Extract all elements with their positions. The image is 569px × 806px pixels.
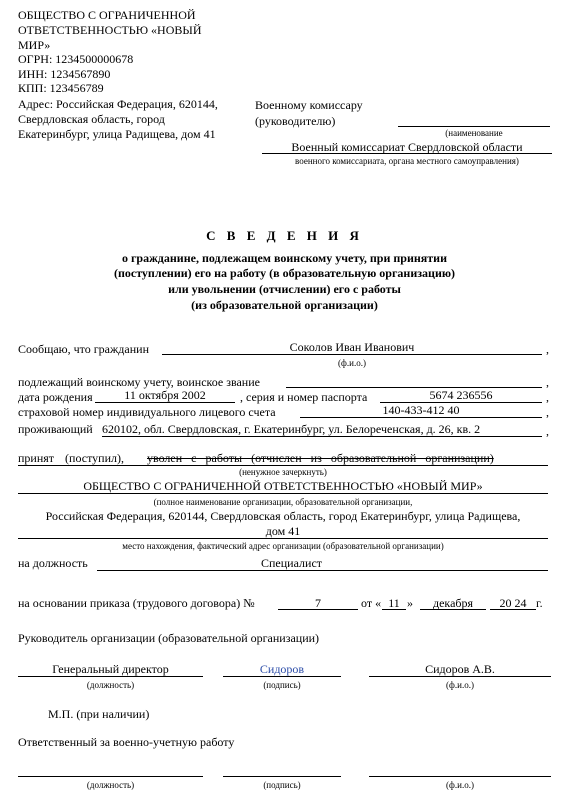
org-name-hint: (полное наименование организации, образовательной организации, — [153, 497, 413, 507]
head-label: Руководитель организации (образовательной организации) — [18, 631, 320, 645]
residence-line — [102, 436, 542, 437]
head-position: Генеральный директор — [52, 662, 169, 676]
citizen-name: Соколов Иван Иванович — [289, 340, 415, 354]
responsible-label: Ответственный за военно-учетную работу — [18, 735, 235, 749]
order-label: на основании приказа (трудового договора) № — [18, 596, 255, 610]
hired-line — [18, 465, 548, 466]
passport-comma: , — [546, 390, 549, 404]
head-signature-hint: (подпись) — [263, 680, 301, 690]
head-fio-hint: (ф.и.о.) — [446, 680, 474, 690]
order-year-suffix: г. — [536, 596, 543, 610]
report-label: Сообщаю, что гражданин — [18, 342, 149, 356]
recipient-line2: (руководителю) — [255, 114, 336, 128]
document-subtitle-line1: о гражданине, подлежащем воинскому учету, при принятии — [121, 251, 447, 265]
position-line — [97, 570, 548, 571]
snils-value: 140-433-412 40 — [382, 403, 460, 417]
order-year-line — [490, 609, 536, 610]
order-year: 20 24 — [499, 596, 527, 610]
org-full-name-line — [18, 493, 548, 494]
dob-line — [95, 402, 235, 403]
org-address-line — [18, 538, 548, 539]
org-address-line2: Свердловская область, город — [18, 112, 165, 126]
document-subtitle-line4: (из образовательной организации) — [191, 298, 378, 312]
responsible-position-hint: (должность) — [86, 780, 135, 790]
org-inn: ИНН: 1234567890 — [18, 67, 111, 81]
head-position-hint: (должность) — [86, 680, 135, 690]
org-address-line3: Екатеринбург, улица Радищева, дом 41 — [18, 127, 216, 141]
document-subtitle-line3: или увольнении (отчислении) его с работы — [168, 282, 401, 296]
org-address-hint: место нахождения, фактический адрес организации (образовательной организации) — [122, 541, 444, 551]
order-number-line — [278, 609, 358, 610]
rank-label: подлежащий воинскому учету, воинское звание — [18, 375, 260, 389]
citizen-name-comma: , — [546, 342, 549, 356]
rank-comma: , — [546, 375, 549, 389]
hired-text: принят (поступил), — [18, 451, 124, 465]
order-month-line — [420, 609, 486, 610]
snils-label: страховой номер индивидуального лицевого счета — [18, 405, 276, 419]
org-ogrn: ОГРН: 1234500000678 — [18, 52, 134, 66]
citizen-fio-hint: (ф.и.о.) — [338, 358, 366, 368]
stamp-label: М.П. (при наличии) — [48, 707, 150, 721]
passport-label: , серия и номер паспорта — [240, 390, 368, 404]
org-address-value-line2: дом 41 — [265, 524, 301, 538]
order-month: декабря — [432, 596, 474, 610]
responsible-fio-line — [369, 776, 551, 777]
recipient-hint-name: (наименование — [445, 128, 503, 138]
snils-line — [300, 417, 542, 418]
org-name-line3: МИР» — [18, 38, 51, 52]
org-address-line1: Адрес: Российская Федерация, 620144, — [18, 97, 218, 111]
order-number: 7 — [315, 596, 321, 610]
position-value: Специалист — [261, 556, 323, 570]
document-subtitle-line2: (поступлении) его на работу (в образовательную организацию) — [113, 266, 456, 280]
residence-comma: , — [546, 424, 549, 438]
dob-value: 11 октября 2002 — [124, 388, 206, 402]
order-day-line — [382, 609, 406, 610]
passport-value: 5674 236556 — [429, 388, 493, 402]
recipient-line1: Военному комиссару — [255, 98, 363, 112]
order-day: 11 — [388, 596, 400, 610]
org-full-name: ОБЩЕСТВО С ОГРАНИЧЕННОЙ ОТВЕТСТВЕННОСТЬЮ «НОВЫЙ МИР» — [83, 479, 483, 493]
head-position-line — [18, 676, 203, 677]
position-label: на должность — [18, 556, 88, 570]
snils-comma: , — [546, 405, 549, 419]
responsible-signature-line — [223, 776, 341, 777]
head-signature-line — [223, 676, 341, 677]
recipient-hint-type: военного комиссариата, органа местного самоуправления) — [295, 156, 519, 166]
responsible-signature-hint: (подпись) — [263, 780, 301, 790]
strike-hint: (ненужное зачеркнуть) — [239, 467, 327, 477]
org-name-line1: ОБЩЕСТВО С ОГРАНИЧЕННОЙ — [18, 8, 196, 22]
head-signature: Сидоров — [259, 662, 305, 676]
dob-label: дата рождения — [18, 390, 93, 404]
document-title: С В Е Д Е Н И Я — [206, 228, 363, 243]
recipient-value: Военный комиссариат Свердловской области — [291, 140, 523, 154]
responsible-fio-hint: (ф.и.о.) — [446, 780, 474, 790]
org-address-value-line1: Российская Федерация, 620144, Свердловская область, город Екатеринбург, улица Радищева, — [45, 509, 521, 523]
responsible-position-line — [18, 776, 203, 777]
order-quote-close: » — [407, 596, 413, 610]
recipient-line-bottom — [262, 153, 552, 154]
fired-text: уволен с работы (отчислен из образовательной организации) — [147, 451, 494, 465]
residence-value: 620102, обл. Свердловская, г. Екатеринбург, ул. Белореченская, д. 26, кв. 2 — [102, 422, 481, 436]
recipient-line-top — [398, 126, 550, 127]
org-name-line2: ОТВЕТСТВЕННОСТЬЮ «НОВЫЙ — [18, 23, 202, 37]
order-from: от « — [361, 596, 382, 610]
head-fio: Сидоров А.В. — [425, 662, 495, 676]
org-kpp: КПП: 123456789 — [18, 81, 104, 95]
head-fio-line — [369, 676, 551, 677]
residence-label: проживающий — [18, 422, 93, 436]
